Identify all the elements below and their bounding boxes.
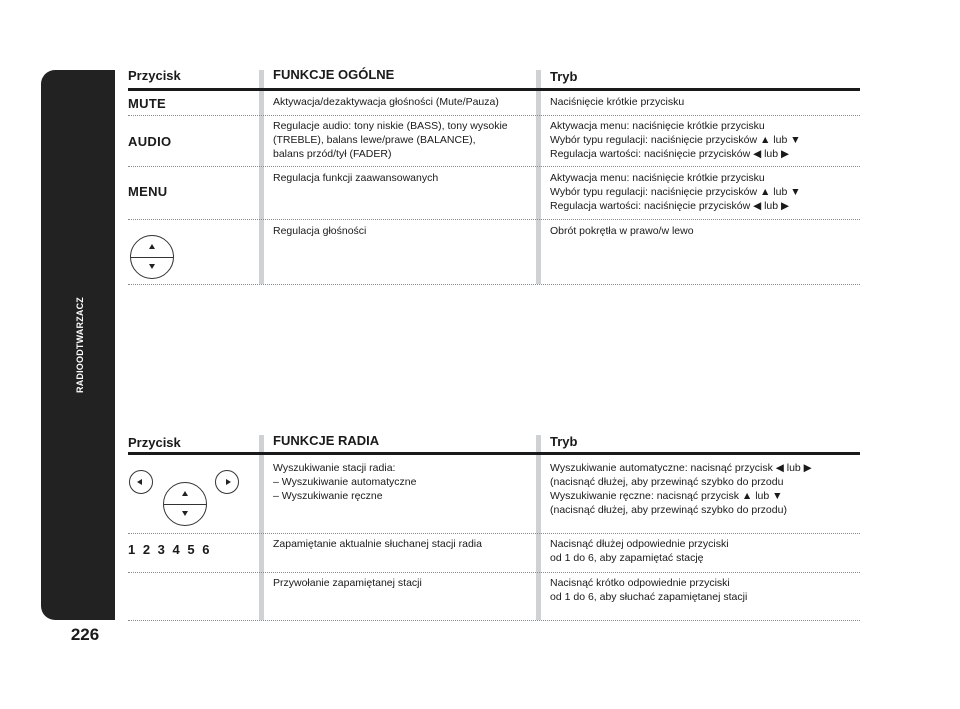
seek-right-button-icon [215, 470, 239, 494]
radio-mode-column-bar [536, 435, 541, 620]
audio-mode-line-1: Aktywacja menu: naciśnięcie krótkie przycisku [550, 120, 765, 132]
page-number: 226 [70, 625, 100, 644]
preset-recall-function: Przywołanie zapamiętanej stacji [273, 577, 422, 589]
volume-mode: Obrót pokrętła w prawo/w lewo [550, 225, 694, 237]
audio-function-line-3: balans przód/tył (FADER) [273, 148, 392, 160]
mute-button-label: MUTE [128, 96, 167, 111]
preset-store-mode-line-2: od 1 do 6, aby zapamiętać stację [550, 552, 704, 564]
preset-store-function: Zapamiętanie aktualnie słuchanej stacji radia [273, 538, 482, 550]
menu-function: Regulacja funkcji zaawansowanych [273, 172, 439, 184]
audio-function-line-1: Regulacje audio: tony niskie (BASS), tony wysokie [273, 120, 508, 132]
volume-knob-icon [130, 235, 174, 279]
general-header-button: Przycisk [128, 68, 181, 83]
volume-function: Regulacja głośności [273, 225, 367, 237]
radio-header-function: FUNKCJE RADIA [273, 433, 380, 448]
tune-knob-icon [163, 482, 207, 526]
row-separator [128, 219, 860, 220]
general-mode-column-bar [536, 70, 541, 284]
row-separator [128, 284, 860, 285]
radio-header-rule [128, 452, 860, 455]
row-separator [128, 620, 860, 621]
seek-mode-line-1: Wyszukiwanie automatyczne: nacisnąć przycisk ◀ lub ▶ [550, 462, 812, 474]
seek-function-line-3: – Wyszukiwanie ręczne [273, 490, 383, 502]
row-separator [128, 533, 860, 534]
mute-mode: Naciśnięcie krótkie przycisku [550, 96, 685, 108]
general-header-function: FUNKCJE OGÓLNE [273, 67, 395, 82]
radio-function-column-bar [259, 435, 264, 620]
audio-function-line-2: (TREBLE), balans lewe/prawe (BALANCE), [273, 134, 476, 146]
chapter-label: RADIOODTWARZACZ [75, 297, 85, 393]
mute-function: Aktywacja/dezaktywacja głośności (Mute/Pauza) [273, 96, 499, 108]
row-separator [128, 115, 860, 116]
radio-header-mode: Tryb [550, 434, 578, 449]
menu-button-label: MENU [128, 184, 168, 199]
menu-mode-line-1: Aktywacja menu: naciśnięcie krótkie przycisku [550, 172, 765, 184]
seek-function-line-1: Wyszukiwanie stacji radia: [273, 462, 396, 474]
preset-recall-mode-line-2: od 1 do 6, aby słuchać zapamiętanej stacji [550, 591, 748, 603]
general-header-rule [128, 88, 860, 91]
preset-store-mode-line-1: Nacisnąć dłużej odpowiednie przyciski [550, 538, 729, 550]
seek-mode-line-4: (nacisnąć dłużej, aby przewinąć szybko do przodu) [550, 504, 787, 516]
general-header-mode: Tryb [550, 69, 578, 84]
seek-function-line-2: – Wyszukiwanie automatyczne [273, 476, 417, 488]
seek-mode-line-3: Wyszukiwanie ręczne: nacisnąć przycisk ▲ lub ▼ [550, 490, 783, 502]
seek-left-button-icon [129, 470, 153, 494]
general-function-column-bar [259, 70, 264, 284]
row-separator [128, 572, 860, 573]
preset-recall-mode-line-1: Nacisnąć krótko odpowiednie przyciski [550, 577, 730, 589]
audio-mode-line-2: Wybór typu regulacji: naciśnięcie przycisków ▲ lub ▼ [550, 134, 801, 146]
audio-mode-line-3: Regulacja wartości: naciśnięcie przycisków ◀ lub ▶ [550, 148, 790, 160]
seek-mode-line-2: (nacisnąć dłużej, aby przewinąć szybko do przodu [550, 476, 784, 488]
menu-mode-line-2: Wybór typu regulacji: naciśnięcie przycisków ▲ lub ▼ [550, 186, 801, 198]
row-separator [128, 166, 860, 167]
menu-mode-line-3: Regulacja wartości: naciśnięcie przycisków ◀ lub ▶ [550, 200, 790, 212]
radio-header-button: Przycisk [128, 435, 181, 450]
preset-buttons-label: 1 2 3 4 5 6 [128, 542, 212, 557]
audio-button-label: AUDIO [128, 134, 172, 149]
